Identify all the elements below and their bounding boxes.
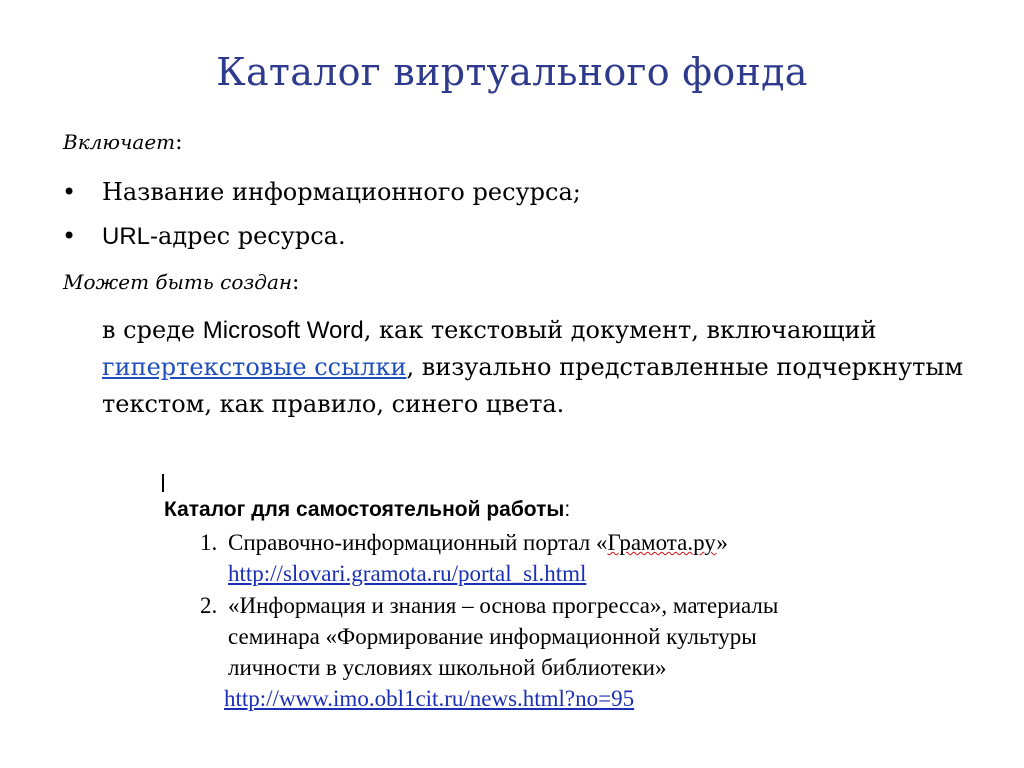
description-paragraph (102, 312, 982, 423)
includes-colon: : (175, 130, 183, 155)
paragraph-part-3: , визуально представленные подчеркнутым текстом, как правило, синего цвета. (102, 353, 964, 418)
includes-label: Включает (63, 130, 176, 154)
created-label: Может быть создан (63, 270, 293, 294)
item-2-url-link[interactable]: http://www.imo.obl1cit.ru/news.html?no=95 (224, 686, 635, 711)
created-heading (63, 270, 299, 295)
created-colon: : (292, 270, 300, 295)
slide-title: Каталог виртуального фонда (216, 50, 808, 94)
item-1-text-before: Справочно-информационный портал « (228, 530, 608, 555)
snippet-title (164, 498, 570, 522)
list-number: 2. (200, 593, 218, 618)
text-cursor (162, 474, 164, 492)
item-2-line-1: «Информация и знания – основа прогресса», материалы (228, 593, 779, 618)
includes-heading (63, 130, 183, 155)
item-1-url-link[interactable]: http://slovari.gramota.ru/portal_sl.html (228, 561, 587, 586)
bullet-dot: • (62, 178, 77, 206)
ms-word-name: Microsoft Word (202, 317, 364, 344)
bullet-item-1 (62, 178, 581, 206)
item-2-line-3: личности в условиях школьной библиотеки» (228, 655, 667, 680)
word-document-snippet (150, 470, 910, 730)
bullet-prefix: URL- (102, 223, 159, 250)
paragraph-part-1: в среде (102, 316, 203, 344)
bullet-text: Название информационного ресурса; (102, 178, 581, 206)
list-number: 1. (200, 530, 218, 555)
item-2-line-2: семинара «Формирование информационной культуры (228, 624, 757, 649)
item-1-spellcheck-word: Грамота.ру (607, 530, 717, 555)
bullet-item-2 (62, 222, 346, 251)
paragraph-part-2: , как текстовый документ, включающий (363, 316, 877, 344)
bullet-dot: • (62, 222, 77, 250)
list-item-1-text (228, 530, 728, 556)
hypertext-link[interactable]: гипертекстовые ссылки (102, 353, 407, 381)
snippet-title-text: Каталог для самостоятельной работы (164, 498, 565, 521)
bullet-text: адрес ресурса. (158, 222, 346, 250)
item-1-text-after: » (716, 530, 728, 555)
snippet-title-colon: : (564, 498, 571, 521)
